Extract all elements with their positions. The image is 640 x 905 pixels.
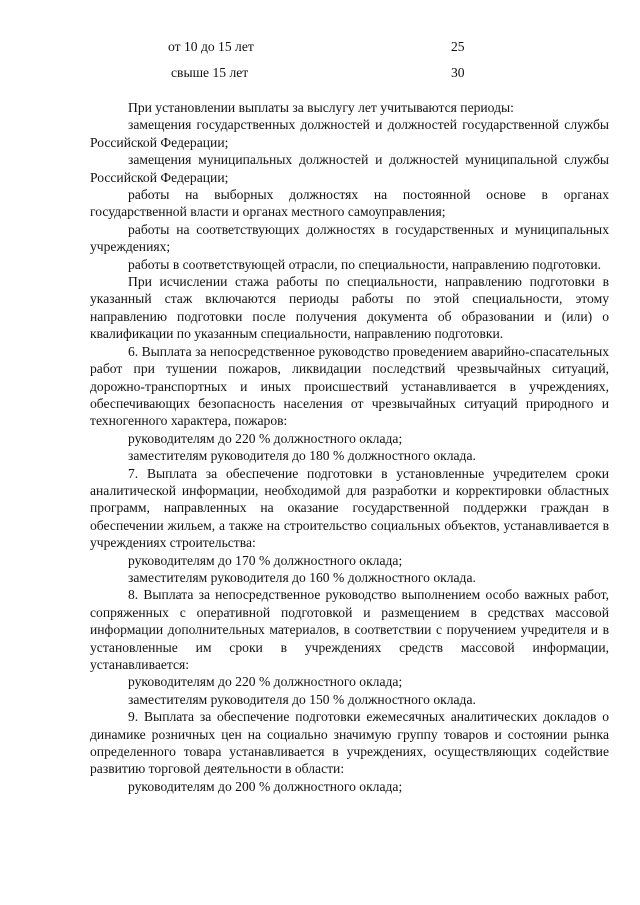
table-cell-value: 30 [451, 65, 465, 80]
paragraph: заместителям руководителя до 150 % должностного оклада. [128, 691, 476, 707]
paragraph: заместителям руководителя до 180 % должностного оклада. [128, 448, 476, 464]
table-row [168, 38, 488, 56]
paragraph: работы на соответствующих должностях в государственных и муниципальных учреждениях; [90, 221, 609, 255]
table-cell-value: 25 [451, 39, 465, 54]
paragraph: 9. Выплата за обеспечение подготовки ежемесячных аналитических докладов о динамике розничных цен на социально значимую группу товаров и состоянии рынка определенного товара устанавливается в учреждениях, осуществляющих содействие развитию торговой деятельности в области: [90, 709, 609, 777]
paragraph: руководителям до 220 % должностного оклада; [128, 674, 403, 690]
paragraph: работы в соответствующей отрасли, по специальности, направлению подготовки. [128, 256, 602, 272]
table-row [171, 64, 491, 82]
document-body [90, 99, 609, 795]
paragraph: При исчислении стажа работы по специальности, направлению подготовки в указанный стаж включаются периоды работы по этой специальности, этому направлению подготовки после получения документа об образовании и (или) о квалификации по указанным специальности, направлению подготовки. [90, 274, 609, 342]
paragraph: руководителям до 220 % должностного оклада; [128, 430, 403, 446]
table-cell-period: свыше 15 лет [171, 65, 249, 80]
paragraph: 6. Выплата за непосредственное руководство проведением аварийно-спасательных работ при тушении пожаров, ликвидации последствий чрезвычайных ситуаций, дорожно-транспортных и иных происшествий устанавливается в учреждениях, обеспечивающих безопасность населения от чрезвычайных ситуаций природного и техногенного характера, пожаров: [90, 343, 609, 429]
paragraph: работы на выборных должностях на постоянной основе в органах государственной власти и органах местного самоуправления; [90, 187, 609, 220]
paragraph: замещения государственных должностей и должностей государственной службы Российской Федерации; [90, 117, 609, 150]
paragraph: 8. Выплата за непосредственное руководство выполнением особо важных работ, сопряженных с оперативной подготовкой и размещением в средствах массовой информации дополнительных материалов, в соответствии с поручением учредителя и в установленные им сроки в учреждениях средств массовой информации, устанавливается: [90, 587, 609, 672]
paragraph: заместителям руководителя до 160 % должностного оклада. [128, 569, 476, 585]
paragraph: замещения муниципальных должностей и должностей муниципальной службы Российской Федерации; [90, 152, 609, 185]
paragraph: 7. Выплата за обеспечение подготовки в установленные учредителем сроки аналитической информации, необходимой для разработки и корректировки областных программ, направленных на оказание государственной поддержки граждан в обеспечении жильем, а также на строительство социальных объектов, устанавливается в учреждениях строительства: [90, 465, 609, 551]
paragraph: При установлении выплаты за выслугу лет учитываются периоды: [128, 100, 514, 115]
paragraph: руководителям до 170 % должностного оклада; [128, 552, 403, 568]
paragraph: руководителям до 200 % должностного оклада; [128, 778, 403, 794]
table-cell-period: от 10 до 15 лет [168, 39, 254, 54]
